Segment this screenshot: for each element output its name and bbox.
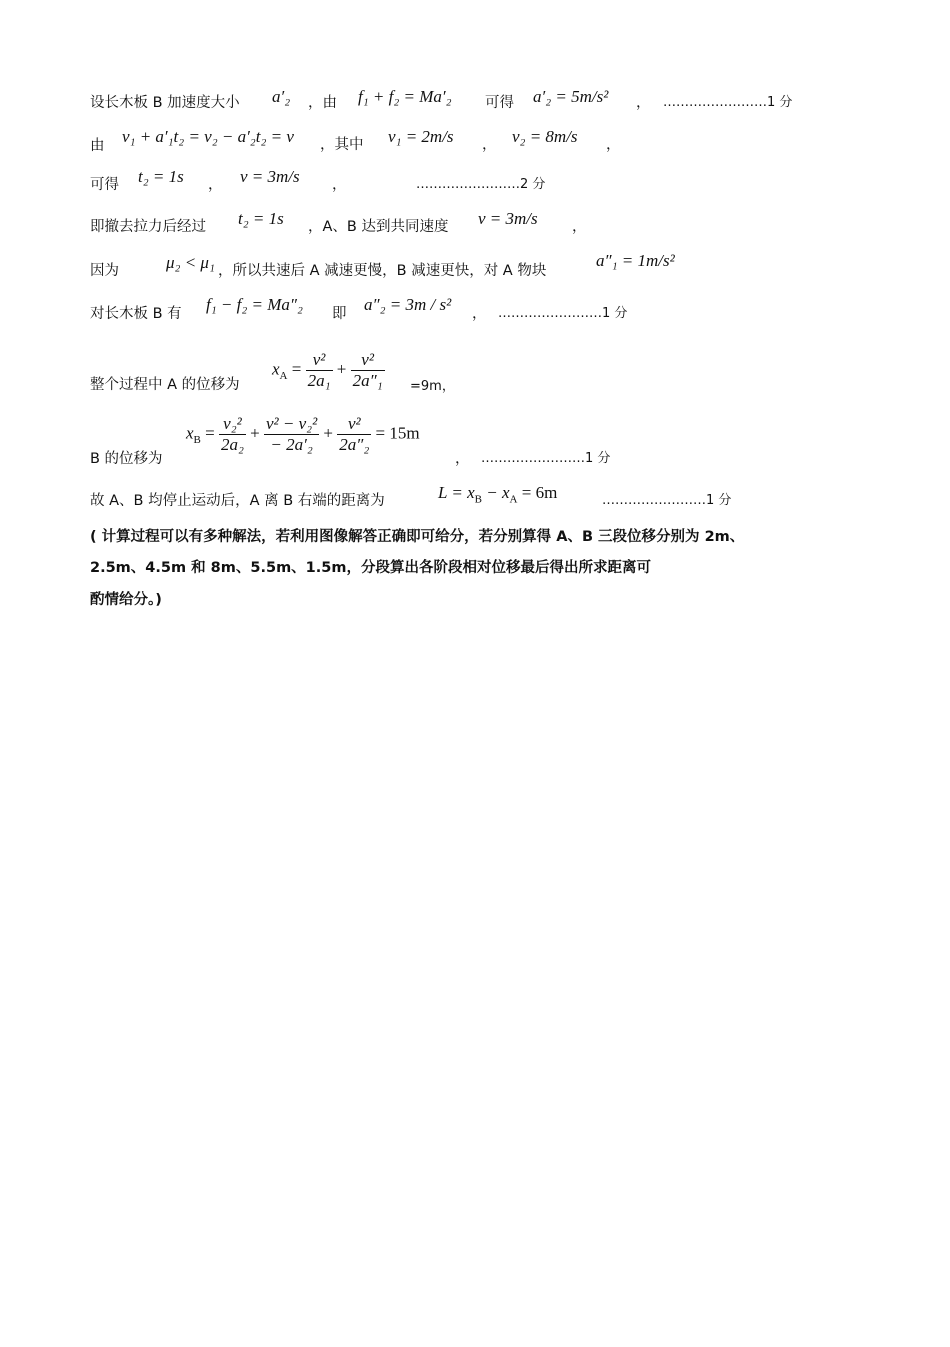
final-math-l: L = x <box>438 483 475 502</box>
line-3-score: ……………………2 分 <box>416 177 546 192</box>
line-6 <box>0 296 950 336</box>
xb-subscript: B <box>193 433 201 446</box>
final-distance-text: 故 A、B 均停止运动后，A 离 B 右端的距离为 <box>90 493 385 509</box>
xb-fraction-1 <box>219 414 246 455</box>
xa-fraction-1 <box>306 350 333 391</box>
line-6-math-2: a″₂ = 3m / s² <box>364 295 452 314</box>
displacement-b-formula: $x_B$ = $\frac{\text{v₂²}}{\text{2a₂}}$ + $\frac{\text{v² − v₂²}}{\text{− 2a′₂}}$ + $\frac{\text{v²}}{\text{2a″₂}}$ = 15m <box>186 414 420 454</box>
line-3-math-1: t₂ = 1s <box>138 167 184 186</box>
displacement-b <box>0 404 950 468</box>
line-1 <box>0 86 950 126</box>
final-math-end: = 6m <box>517 483 558 502</box>
xb-symbol: x <box>186 423 194 443</box>
line-5-text-1: 因为 <box>90 263 119 279</box>
line-4-text-3: ， <box>572 219 587 235</box>
final-math-mid: − x <box>482 483 510 502</box>
line-2-math-1: v₁ + a′₁t₂ = v₂ − a′₂t₂ = v <box>122 127 294 146</box>
xb-fraction-3-den: 2a″₂ <box>339 435 370 454</box>
line-3-text-3: ， <box>332 177 347 193</box>
line-1-text-4: ， <box>636 95 651 111</box>
line-3-text-2: ， <box>208 177 223 193</box>
xb-fraction-3-num: v² <box>337 414 371 435</box>
final-math-sub-a: A <box>509 493 518 506</box>
note-line-3: 酌情给分。) <box>90 592 162 608</box>
line-6-text-3: ， <box>472 306 487 322</box>
line-1-math-3: a′₂ = 5m/s² <box>533 87 609 106</box>
displacement-a-formula: $x_A$ = $\frac{\text{v²}}{\text{2a₁}}$ + $\frac{\text{v²}}{\text{2a″₁}}$ <box>272 350 383 390</box>
displacement-b-label: B 的位移为 <box>90 451 163 467</box>
xa-fraction-2-den: 2a″₁ <box>352 371 383 390</box>
line-1-text-3: 可得 <box>485 95 514 111</box>
line-4-math-2: v = 3m/s <box>478 209 538 228</box>
line-5-math-1: μ₂ < μ₁ <box>166 253 215 272</box>
line-4 <box>0 210 950 250</box>
xa-symbol: x <box>272 359 280 379</box>
line-2-math-3: v₂ = 8m/s <box>512 127 578 146</box>
line-2-text-1: 由 <box>90 138 105 154</box>
final-distance-math <box>438 484 557 508</box>
line-6-score: ……………………1 分 <box>498 306 628 321</box>
final-distance <box>0 484 950 524</box>
final-distance-score: ……………………1 分 <box>602 493 732 508</box>
line-1-math-1: a′₂ <box>272 87 291 106</box>
line-2-math-2: v₁ = 2m/s <box>388 127 454 146</box>
line-2-text-3: ， <box>482 137 497 153</box>
line-5-math-2: a″₁ = 1m/s² <box>596 251 675 270</box>
displacement-a-label: 整个过程中 A 的位移为 <box>90 377 240 393</box>
line-6-text-1: 对长木板 B 有 <box>90 306 182 322</box>
xb-fraction-2-den: − 2a′₂ <box>270 435 313 454</box>
xb-fraction-3 <box>337 414 371 455</box>
line-3-math-2: v = 3m/s <box>240 167 300 186</box>
xa-fraction-1-num: v² <box>306 350 333 371</box>
line-2-text-4: ， <box>606 137 621 153</box>
line-1-score: ……………………1 分 <box>663 95 793 110</box>
note-line-2: 2.5m、4.5m 和 8m、5.5m、1.5m，分段算出各阶段相对位移最后得出所求距离可 <box>90 560 651 576</box>
xb-fraction-1-num: v₂² <box>219 414 246 435</box>
displacement-a-result: =9m， <box>410 379 455 394</box>
line-4-text-1: 即撤去拉力后经过 <box>90 219 206 235</box>
final-math-sub-b: B <box>474 493 483 506</box>
displacement-b-comma: ， <box>455 451 470 467</box>
xa-fraction-2-num: v² <box>351 350 385 371</box>
xa-subscript: A <box>279 369 288 382</box>
xb-result: = 15m <box>375 423 420 443</box>
line-5 <box>0 252 950 292</box>
line-1-text-2: ，由 <box>308 95 337 111</box>
line-5-text-2: ，所以共速后 A 减速更慢，B 减速更快，对 A 物块 <box>218 263 547 279</box>
line-4-text-2: ，A、B 达到共同速度 <box>308 219 449 235</box>
line-6-math-1: f₁ − f₂ = Ma″₂ <box>206 295 303 314</box>
line-3 <box>0 168 950 208</box>
xb-fraction-2-num: v² − v₂² <box>266 414 318 433</box>
displacement-a <box>0 332 950 396</box>
xb-fraction-1-den: 2a₂ <box>220 435 244 454</box>
line-2 <box>0 128 950 168</box>
xb-fraction-2 <box>264 414 319 455</box>
xa-fraction-1-den: 2a₁ <box>307 371 331 390</box>
line-4-math-1: t₂ = 1s <box>238 209 284 228</box>
note-line-1: ( 计算过程可以有多种解法，若利用图像解答正确即可给分，若分别算得 A、B 三段位移分别为 2m、 <box>90 529 745 545</box>
displacement-b-score: ……………………1 分 <box>481 451 611 466</box>
line-1-text-1: 设长木板 B 加速度大小 <box>90 95 240 111</box>
line-3-text-1: 可得 <box>90 177 119 193</box>
line-2-text-2: ，其中 <box>320 137 364 153</box>
xa-fraction-2 <box>351 350 385 391</box>
line-1-math-2: f₁ + f₂ = Ma′₂ <box>358 87 452 106</box>
line-6-text-2: 即 <box>332 306 347 322</box>
